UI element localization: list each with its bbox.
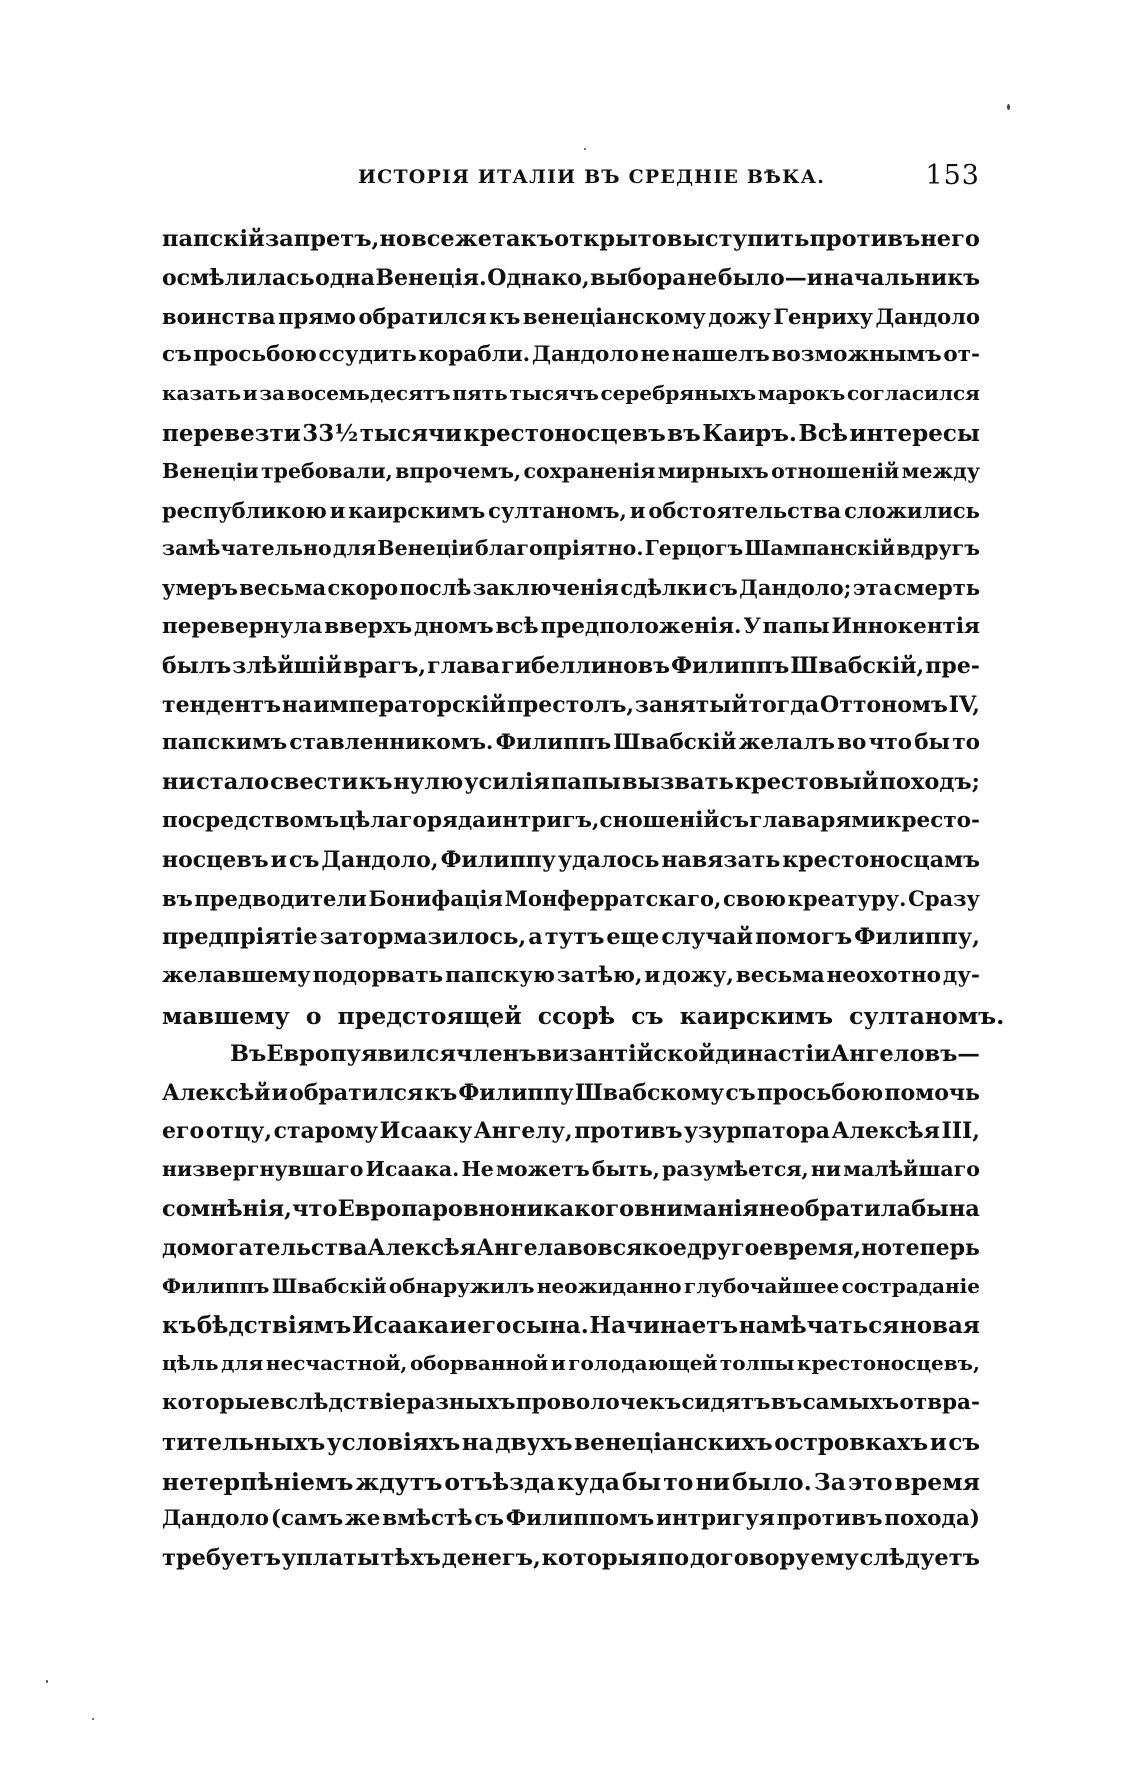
text-line: нетерпѣніемъ ждутъ отъѣзда куда бы то ни было. За это время — [162, 1467, 980, 1496]
text-line: республикою и каирскимъ султаномъ, и обстоятельства сложились — [162, 497, 980, 523]
print-speck — [46, 1680, 48, 1683]
text-line: мавшему о предстоящей ссорѣ съ каирскимъ султаномъ. — [162, 1001, 1005, 1030]
text-line: требуетъ уплаты тѣхъ денегъ, которыя по договору ему слѣдуетъ — [162, 1545, 980, 1572]
text-line: Въ Европу явился членъ византійской династіи Ангеловъ— — [230, 1040, 980, 1067]
text-line: папскій запретъ, но все же такъ открыто выступить противъ него — [162, 226, 980, 252]
text-line: казать и за восемьдесятъ пять тысячъ серебряныхъ марокъ согласился — [162, 381, 980, 406]
text-line: посредствомъ цѣлаго ряда интригъ, сношеній съ главарями кресто- — [162, 807, 980, 833]
text-line: домогательства Алексѣя Ангела во всякое другое время, но теперь — [162, 1234, 980, 1261]
text-line: ни стало свести къ нулю усилія папы вызвать крестовый походъ; — [162, 769, 980, 796]
page-number: 153 — [925, 160, 980, 191]
text-line: умеръ весьма скоро послѣ заключенія сдѣлки съ Дандоло; эта смерть — [162, 575, 980, 601]
text-line: въ предводители Бонифація Монферратскаго, свою креатуру. Сразу — [162, 885, 980, 911]
text-line: къ бѣдствіямъ Исаака и его сына. Начинаетъ намѣчаться новая — [162, 1312, 980, 1340]
text-line: тительныхъ условіяхъ на двухъ венеціанскихъ островкахъ и съ — [162, 1428, 980, 1456]
body-text — [162, 226, 1005, 1584]
text-line: желавшему подорвать папскую затѣю, и дожу, весьма неохотно ду- — [162, 963, 980, 989]
text-line: Венеціи требовали, впрочемъ, сохраненія мирныхъ отношеній между — [162, 458, 980, 483]
text-line: воинства прямо обратился къ венеціанскому дожу Генриху Дандоло — [162, 303, 980, 329]
text-line: Дандоло (самъ же вмѣстѣ съ Филиппомъ интригуя противъ похода) — [162, 1506, 980, 1532]
text-line: папскимъ ставленникомъ. Филиппъ Швабскій желалъ во что бы то — [162, 730, 980, 756]
text-line: замѣчательно для Венеціи благопріятно. Герцогъ Шампанскій вдругъ — [162, 536, 980, 561]
text-line: цѣль для несчастной, оборванной и голодающей толпы крестоносцевъ, — [162, 1351, 980, 1376]
running-head — [162, 160, 980, 200]
text-line: осмѣлилась одна Венеція. Однако, выбора не было—и начальникъ — [162, 264, 980, 291]
text-line: которые вслѣдствіе разныхъ проволочекъ сидятъ въ самыхъ отвра- — [162, 1389, 980, 1415]
text-line: его отцу, старому Исааку Ангелу, противъ узурпатора Алексѣя III, — [162, 1118, 980, 1145]
text-line: перевернула вверхъ дномъ всѣ предположенія. У папы Иннокентія — [162, 613, 980, 639]
print-speck — [584, 148, 586, 150]
running-title: ИСТОРІЯ ИТАЛІИ ВЪ СРЕДНІЕ ВѢКА. — [358, 166, 826, 188]
text-line: Филиппъ Швабскій обнаружилъ неожиданно глубочайшее состраданіе — [162, 1273, 980, 1298]
paragraph — [162, 226, 1005, 1041]
text-line: предпріятіе затормазилось, а тутъ еще случай помогъ Филиппу, — [162, 924, 980, 951]
text-line: Алексѣй и обратился къ Филиппу Швабскому съ просьбою помочь — [162, 1079, 980, 1106]
text-line: перевезти 33½ тысячи крестоносцевъ въ Каиръ. Всѣ интересы — [162, 419, 980, 447]
text-line: тендентъ на императорскій престолъ, занятый тогда Оттономъ IV, — [162, 691, 980, 718]
text-line: сомнѣнія, что Европа ровно никакого вниманія не обратила бы на — [162, 1195, 980, 1222]
text-line: низвергнувшаго Исаака. Не можетъ быть, разумѣется, ни малѣйшаго — [162, 1157, 980, 1182]
text-line: былъ злѣйшій врагъ, глава гибеллиновъ Филиппъ Швабскій, пре- — [162, 652, 980, 679]
print-speck — [92, 1718, 94, 1720]
print-speck — [1007, 104, 1010, 110]
text-line: носцевъ и съ Дандоло, Филиппу удалось навязать крестоносцамъ — [162, 846, 980, 873]
text-line: съ просьбою ссудить корабли. Дандоло не нашелъ возможнымъ от- — [162, 342, 980, 368]
paragraph — [162, 1041, 980, 1584]
